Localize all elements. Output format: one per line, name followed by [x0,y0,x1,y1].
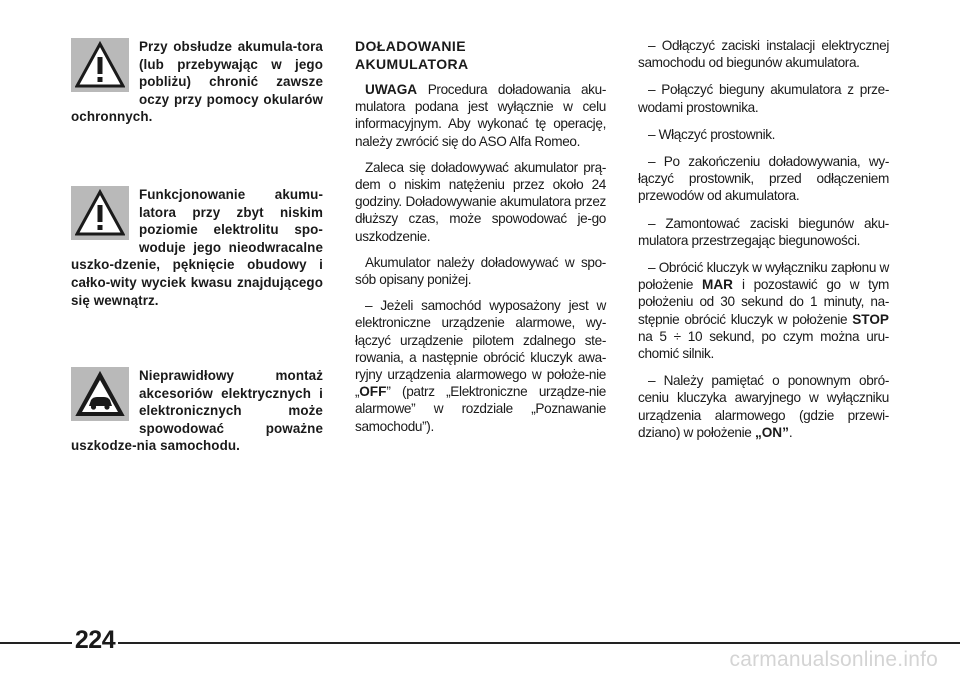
step-item: – Po zakończeniu doładowywania, wy-łączyć prostownik, przed odłączeniem przewodów od akumulatora. [638,154,889,204]
step-alarm-off [355,297,606,435]
step-text: – Obrócić kluczyk w wyłączniku zapłonu w położenie [638,260,889,293]
note-label: UWAGA [365,82,418,97]
section-heading [355,37,606,73]
step-item: – Połączyć bieguny akumulatora z prze-wodami prostownika. [638,82,889,115]
step-text: . [788,424,793,440]
step-item-emergency-key [638,372,889,441]
middle-column [355,37,606,444]
heading-line-1: DOŁADOWANIE [355,38,466,54]
footer-rule-right [118,642,960,644]
step-text: na 5 ÷ 10 sekund, po czym można uru-chomić silnik. [638,328,889,362]
warning-block-eye-protection [71,38,323,126]
car-warning-icon [71,367,129,421]
right-column [638,37,889,451]
step-text: i pozostawić go w tym położeniu od 30 sekund do 1 minuty, na-stępnie obrócić kluczyk w położenie [638,277,889,327]
step-item: – Odłączyć zaciski instalacji elektrycznej samochodu od biegunów akumulatora. [638,38,889,71]
step-text: – Jeżeli samochód wyposażony jest w elektroniczne urządzenie alarmowe, wy-łączyć urządzenie pilotem zdalnego ste-rowania, a następnie obrócić kluczyk awa-ryjny urządzenia alarmowego w położe-nie „ [355,298,606,400]
warning-triangle-icon [71,38,129,92]
warning-text: Przy obsłudze akumula-tora (lub przebywając w jego pobliżu) chronić zawsze oczy przy pomocy okularów ochronnych. [71,39,323,125]
heading-line-2: AKUMULATORA [355,56,469,72]
warning-text: Nieprawidłowy montaż akcesoriów elektrycznych i elektronicznych może spowodować poważne uszkodze-nia samochodu. [71,368,323,454]
step-text: – Należy pamiętać o ponownym obró-ceniu kluczyka awaryjnego w wyłączniku urządzenia alarmowego (gdzie przewi-dziano) w położenie [638,373,889,440]
warning-block-electrolyte [71,186,323,309]
keyword-on: „ON” [754,424,789,440]
step-item: – Włączyć prostownik. [648,126,776,142]
page-number: 224 [74,626,116,654]
paragraph: Akumulator należy doładowywać w spo-sób opisany poniżej. [355,254,606,288]
keyword-off: OFF [359,384,387,400]
step-item-ignition [638,259,889,362]
step-text: ” (patrz „Elektroniczne urządze-nie alarmowe” w rozdziale „Poznawanie samochodu”). [355,384,606,434]
note-paragraph [355,81,606,150]
warning-block-accessories [71,367,323,455]
warning-triangle-icon [71,186,129,240]
keyword-stop: STOP [852,311,889,327]
step-item: – Zamontować zaciski biegunów aku-mulatora przestrzegając biegunowości. [638,215,889,248]
watermark: carmanualsonline.info [729,648,938,671]
warning-text: Funkcjonowanie akumu-latora przy zbyt niskim poziomie elektrolitu spo-woduje jego nieodwracalne uszko-dzenie, pęknięcie obudowy i całko-wity wyciek kwasu znajdującego się wewnątrz. [71,187,323,308]
footer-rule-left [0,642,72,644]
note-text: Procedura doładowania aku-mulatora podana jest wyłącznie w celu informacyjnym. Aby wykonać tę operację, należy zwrócić się do ASO Alfa Romeo. [355,82,606,149]
keyword-mar: MAR [702,277,733,293]
paragraph: Zaleca się doładowywać akumulator prą-dem o niskim natężeniu przez około 24 godziny. Doładowywanie akumulatora przez dłuższy czas, może spowodować je-go uszkodzenie. [355,159,606,244]
